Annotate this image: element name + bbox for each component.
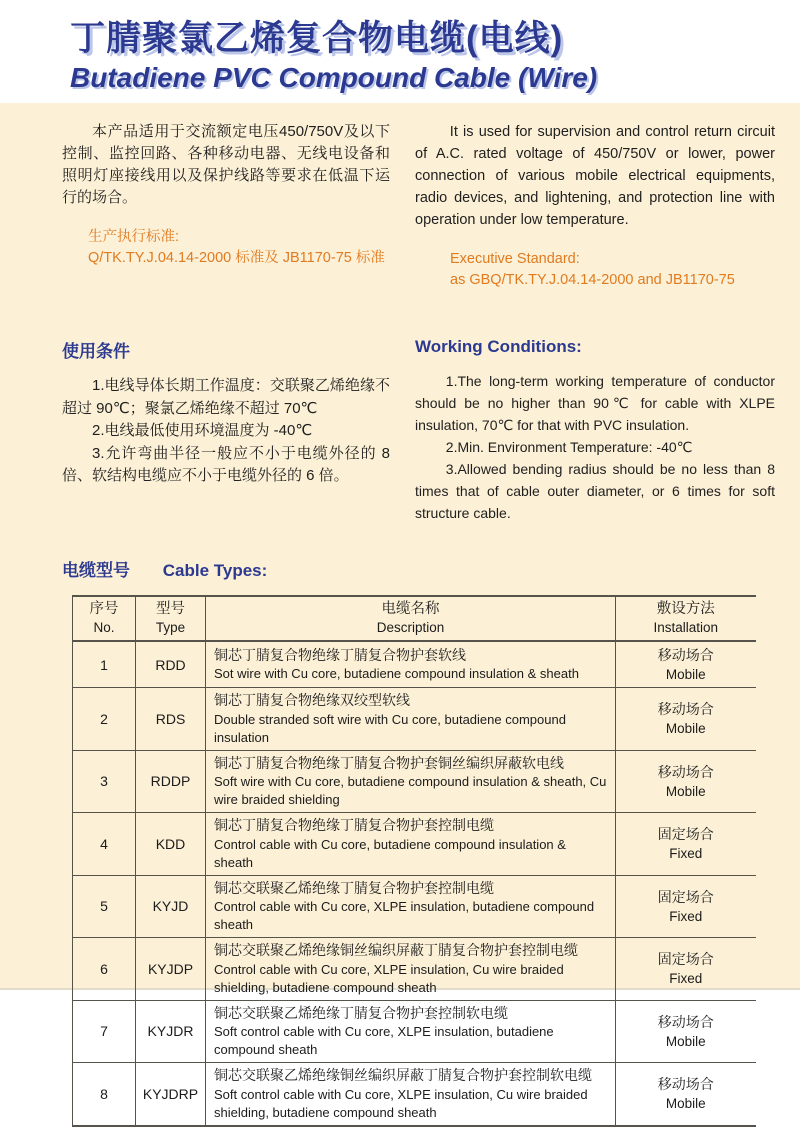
cell-description-en: Control cable with Cu core, butadiene compound insulation & sheath (214, 836, 566, 870)
condition-item: 3.Allowed bending radius should be no less than 8 times that of cable outer diameter, or 6 times for soft structure cable. (415, 461, 775, 521)
cell-type: RDD (136, 641, 206, 688)
cell-type: KYJDR (136, 1000, 206, 1063)
cell-no: 4 (73, 813, 136, 876)
cell-no: 3 (73, 750, 136, 813)
cell-installation (616, 1063, 756, 1126)
cell-description-cn: 铜芯交联聚乙烯绝缘铜丝编织屏蔽丁腈复合物护套控制软电缆 (214, 1067, 592, 1083)
cell-installation-en: Mobile (665, 1033, 706, 1049)
standard-value-en: as GBQ/TK.TY.J.04.14-2000 and JB1170-75 (450, 272, 735, 288)
page-header (0, 0, 800, 103)
cable-table-header (73, 596, 756, 641)
cell-description-cn: 铜芯丁腈复合物绝缘丁腈复合物护套控制电缆 (214, 817, 494, 833)
table-row (73, 688, 756, 751)
table-row (73, 813, 756, 876)
cell-installation (616, 875, 756, 938)
cell-installation-en: Mobile (665, 783, 706, 799)
cell-installation-en: Fixed (669, 846, 703, 862)
cell-description-en: Control cable with Cu core, XLPE insulation, butadiene compound sheath (214, 899, 595, 932)
cell-description (206, 1000, 616, 1063)
intro-paragraph-cn: 本产品适用于交流额定电压450/750V及以下控制、监控回路、各种移动电器、无线电设备和照明灯座接线用以及保护线路等要求在低温下运行的场合。 (62, 123, 390, 206)
cell-type: KYJD (136, 875, 206, 938)
conditions-column-en (415, 337, 775, 524)
cell-installation (616, 750, 756, 813)
page-body (0, 103, 800, 1120)
cable-types-section (62, 556, 775, 1127)
header-cell-description (206, 596, 616, 641)
cell-no: 6 (73, 938, 136, 1001)
header-no-cn: 序号 (89, 601, 119, 617)
intro-paragraph-en: It is used for supervision and control return circuit of A.C. rated voltage of 450/750V or lower, power connection of various mobile electrical equipments, radio devices, and lightening, and protection line with operation under low temperature. (415, 124, 775, 228)
cell-installation (616, 1000, 756, 1063)
cable-table-body (73, 641, 756, 1126)
table-row (73, 641, 756, 688)
cell-description-cn: 铜芯交联聚乙烯绝缘丁腈复合物护套控制电缆 (214, 879, 494, 896)
cell-installation-cn: 固定场合 (657, 888, 714, 905)
page-title-english: Butadiene PVC Compound Cable (Wire) (70, 62, 598, 93)
cell-description-cn: 铜芯丁腈复合物绝缘丁腈复合物护套软线 (214, 646, 466, 663)
cell-type: RDDP (136, 750, 206, 813)
cell-description (206, 813, 616, 876)
standard-block-en (415, 249, 775, 291)
page-title-chinese: 丁腈聚氯乙烯复合物电缆(电线) (70, 19, 564, 58)
cell-description-en: Soft control cable with Cu core, XLPE insulation, Cu wire braided shielding, butadiene compound sheath (214, 1086, 588, 1120)
cell-no: 8 (73, 1063, 136, 1126)
cell-description (206, 688, 616, 751)
cell-description (206, 750, 616, 813)
table-row (73, 875, 756, 938)
intro-column-en (415, 121, 775, 291)
cell-installation (616, 813, 756, 876)
cell-installation (616, 641, 756, 688)
cell-installation-en: Mobile (665, 1096, 706, 1112)
cell-description-en: Double stranded soft wire with Cu core, butadiene compound insulation (214, 711, 566, 745)
header-type-cn: 型号 (156, 601, 185, 617)
cell-installation-cn: 固定场合 (657, 951, 714, 968)
conditions-title-cn: 使用条件 (62, 342, 130, 361)
table-row (73, 1000, 756, 1063)
cell-no: 1 (73, 641, 136, 688)
cell-installation-cn: 移动场合 (657, 701, 714, 718)
cell-description (206, 1063, 616, 1126)
intro-section (62, 121, 775, 291)
condition-item: 2.电线最低使用环境温度为 -40℃ (92, 422, 313, 439)
cell-installation-en: Mobile (665, 667, 706, 682)
cell-installation-cn: 移动场合 (657, 1076, 714, 1093)
header-no-en: No. (93, 620, 115, 635)
cell-installation (616, 688, 756, 751)
header-cell-installation (616, 596, 756, 641)
conditions-column-cn (62, 337, 390, 524)
cell-description-en: Control cable with Cu core, XLPE insulation, Cu wire braided shielding, butadiene compound sheath (214, 961, 564, 995)
cell-type: KYJDRP (136, 1063, 206, 1126)
cell-description (206, 875, 616, 938)
standard-block-cn (62, 227, 390, 269)
cable-types-table (72, 595, 756, 1127)
condition-item: 1.The long-term working temperature of conductor should be no higher than 90℃ for cable with XLPE insulation, 70℃ for that with PVC insulation. (415, 373, 775, 433)
conditions-title-en: Working Conditions: (415, 337, 582, 356)
cell-no: 5 (73, 875, 136, 938)
cell-installation-cn: 移动场合 (657, 763, 714, 780)
cell-description-en: Soft wire with Cu core, butadiene compound insulation & sheath, Cu wire braided shielding (214, 774, 607, 807)
cell-installation-en: Mobile (665, 721, 706, 737)
cable-types-heading (62, 556, 775, 581)
cell-description (206, 938, 616, 1001)
intro-column-cn (62, 121, 390, 291)
header-install-cn: 敷设方法 (656, 601, 715, 617)
header-desc-en: Description (376, 620, 445, 635)
cell-no: 7 (73, 1000, 136, 1063)
standard-label-cn: 生产执行标准: (88, 229, 180, 245)
table-row (73, 750, 756, 813)
condition-item: 2.Min. Environment Temperature: -40℃ (445, 439, 693, 455)
cell-installation-cn: 移动场合 (657, 1013, 714, 1030)
standard-value-cn: Q/TK.TY.J.04.14-2000 标准及 JB1170-75 标准 (88, 250, 385, 266)
cell-installation-en: Fixed (669, 908, 703, 924)
condition-item: 3.允许弯曲半径一般应不小于电缆外径的 8 倍、软结构电缆应不小于电缆外径的 6 倍。 (62, 444, 390, 484)
cell-description (206, 641, 616, 688)
cell-type: KDD (136, 813, 206, 876)
header-desc-cn: 电缆名称 (381, 601, 440, 617)
conditions-section (62, 337, 775, 524)
header-cell-no (73, 596, 136, 641)
cell-installation-cn: 移动场合 (657, 647, 714, 663)
header-cell-type (136, 596, 206, 641)
cell-installation (616, 938, 756, 1001)
cable-types-heading-cn: 电缆型号 (62, 561, 130, 580)
header-type-en: Type (155, 620, 186, 635)
cable-types-heading-en: Cable Types: (162, 561, 268, 580)
cell-type: KYJDP (136, 938, 206, 1001)
cell-description-cn: 铜芯交联聚乙烯绝缘丁腈复合物护套控制软电缆 (214, 1004, 508, 1021)
cell-description-cn: 铜芯丁腈复合物绝缘双绞型软线 (214, 692, 410, 708)
table-row (73, 938, 756, 1001)
condition-item: 1.电线导体长期工作温度：交联聚乙烯绝缘不超过 90℃；聚氯乙烯绝缘不超过 70℃ (62, 377, 390, 417)
header-install-en: Installation (653, 620, 719, 635)
header-row (73, 596, 756, 641)
cell-installation-cn: 固定场合 (657, 826, 714, 843)
cell-description-cn: 铜芯交联聚乙烯绝缘铜丝编织屏蔽丁腈复合物护套控制电缆 (214, 942, 578, 958)
cell-type: RDS (136, 688, 206, 751)
table-row (73, 1063, 756, 1126)
cell-description-en: Sot wire with Cu core, butadiene compound insulation & sheath (214, 666, 579, 682)
standard-label-en: Executive Standard: (450, 251, 580, 267)
cell-no: 2 (73, 688, 136, 751)
cell-installation-en: Fixed (669, 971, 703, 987)
cell-description-en: Soft control cable with Cu core, XLPE insulation, butadiene compound sheath (214, 1024, 554, 1057)
cell-description-cn: 铜芯丁腈复合物绝缘丁腈复合物护套铜丝编织屏蔽软电线 (214, 754, 564, 771)
